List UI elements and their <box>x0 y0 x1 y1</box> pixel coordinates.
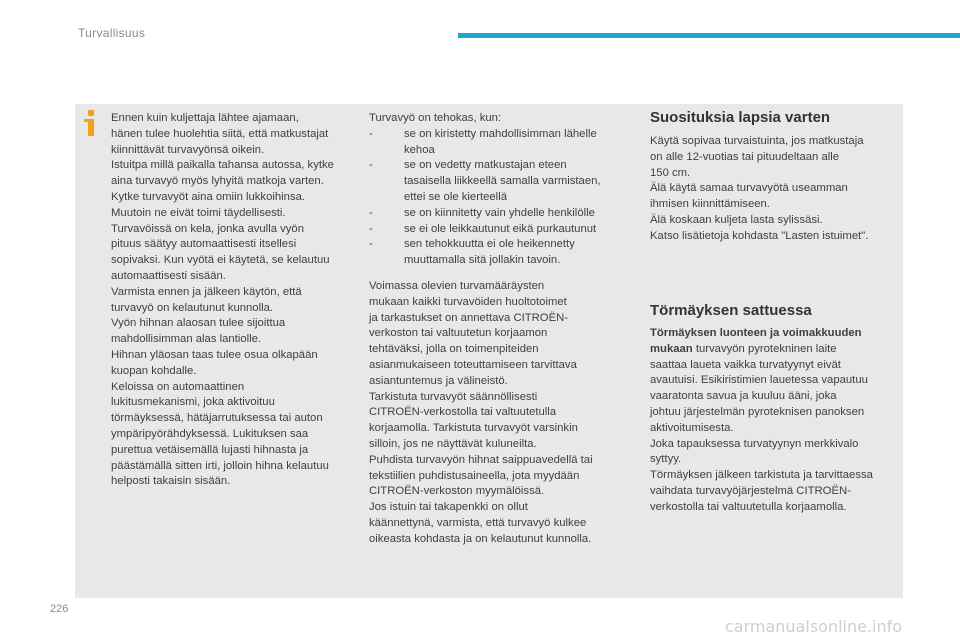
collision-heading: Törmäyksen sattuessa <box>650 302 812 319</box>
text-line: asiantuntemus ja välineistö. <box>369 374 508 387</box>
children-recommendations-text <box>650 134 902 245</box>
text-line: ympäripyörähdyksessä. Lukituksen saa <box>111 427 309 440</box>
list-item-line: - se on kiristetty mahdollisimman lähelle <box>404 127 597 140</box>
text-line: aina turvavyö myös lyhyitä matkoja varten. <box>111 175 324 188</box>
text-line: tekstiilien puhdistusaineella, jota myydään <box>369 469 580 482</box>
text-line: johtuu järjestelmän pyroteknisen panoksen <box>650 405 865 418</box>
text-line: on alle 12-vuotias tai pituudeltaan alle <box>650 150 840 163</box>
text-line: Kytke turvavyöt aina omiin lukkoihinsa. <box>111 190 306 203</box>
text-line: oikeasta kohdasta ja on kelautunut kunnolla. <box>369 532 592 545</box>
text-line: Tarkistuta turvavyöt säännöllisesti <box>369 390 538 403</box>
list-intro: Turvavyö on tehokas, kun: <box>369 112 502 124</box>
text-line: Katso lisätietoja kohdasta "Lasten istuimet". <box>650 229 869 242</box>
text-line: CITROËN-verkoston myymälöissä. <box>369 485 545 498</box>
text-line: pituus säätyy automaattisesti itsellesi <box>111 238 297 251</box>
text-line: kuopan kohdalle. <box>111 364 197 377</box>
list-item-line: tasaisella liikkeellä samalla varmistaen, <box>404 175 601 188</box>
text-line: sopivaksi. Kun vyötä ei käytetä, se kelautuu <box>111 254 330 267</box>
text-line: avautuisi. Esikiristimien lauetessa vapautuu <box>650 374 868 387</box>
text-line <box>650 342 902 358</box>
text-line: vaaratonta savua ja kuuluu ääni, joka <box>650 390 837 403</box>
text-line: kiinnittävät turvavyönsä oikein. <box>111 143 265 156</box>
info-icon-dot <box>88 110 94 116</box>
list-item-line: kehoa <box>404 143 435 156</box>
text-line: verkostolla tai valtuutetulla korjaamolla. <box>650 500 847 513</box>
list-item-line: muuttamalla sitä jollakin tavoin. <box>404 254 561 267</box>
text-line: korjaamolla. Tarkistuta turvavyöt varsinkin <box>369 422 578 435</box>
text-line: ja tarkastukset on annettava CITROËN- <box>369 311 569 324</box>
list-item <box>369 127 631 159</box>
list-item-line: - se on vedetty matkustajan eteen <box>404 159 567 172</box>
info-icon <box>84 110 98 136</box>
text-line: lukitusmekanismi, joka aktivoituu <box>111 396 275 409</box>
text-line: Törmäyksen jälkeen tarkistuta ja tarvittaessa <box>650 469 873 482</box>
text-line: Vyön hihnan alaosan tulee sijoittua <box>111 317 286 330</box>
text-line: syttyy. <box>650 453 682 466</box>
text-line: asianmukaiseen toteuttamiseen tarvittava <box>369 358 577 371</box>
list-item-line: - se ei ole leikkautunut eikä purkautunut <box>404 222 597 235</box>
list-item-line: - sen tehokkuutta ei ole heikennetty <box>404 238 575 251</box>
text-line: Turvavöissä on kela, jonka avulla vyön <box>111 222 304 235</box>
list-item-line: ettei se ole kierteellä <box>404 190 507 203</box>
text-line: Jos istuin tai takapenkki on ollut <box>369 501 528 514</box>
text-line: Istuitpa millä paikalla tahansa autossa, kytke <box>111 159 334 172</box>
text-line: Muutoin ne eivät toimi täydellisesti. <box>111 206 286 219</box>
text-line: käännettynä, varmista, että turvavyö kulkee <box>369 516 587 529</box>
text-line: mahdollisimman alas lantiolle. <box>111 333 262 346</box>
text-line: Älä koskaan kuljeta lasta sylissäsi. <box>650 213 823 226</box>
text-line: Voimassa olevien turvamääräysten <box>369 279 545 292</box>
text-line: päästämällä sitten irti, jolloin hihna kelautuu <box>111 459 329 472</box>
text-line: Keloissa on automaattinen <box>111 380 245 393</box>
list-item <box>369 206 631 222</box>
text-line: Joka tapauksessa turvatyynyn merkkivalo <box>650 437 859 450</box>
text-line: helposti takaisin sisään. <box>111 475 231 488</box>
text-line: Ennen kuin kuljettaja lähtee ajamaan, <box>111 112 299 124</box>
text-line: turvavyö on kelautunut kunnolla. <box>111 301 274 314</box>
text-line: tehtäväksi, jolla on toimenpiteiden <box>369 343 539 356</box>
text-line: Käytä sopivaa turvaistuinta, jos matkustaja <box>650 135 864 147</box>
list-item <box>369 158 631 205</box>
text-line: ihmisen kiinnittämiseen. <box>650 198 770 211</box>
list-item <box>369 222 631 238</box>
watermark: carmanualsonline.info <box>725 617 903 636</box>
text-line: saattaa laueta vaikka turvatyynyt eivät <box>650 358 841 371</box>
seatbelt-effectiveness-column <box>369 111 631 548</box>
list-item-line: - se on kiinnitetty vain yhdelle henkilölle <box>404 206 595 219</box>
children-recommendations-heading: Suosituksia lapsia varten <box>650 109 831 126</box>
text-line: Hihnan yläosan taas tulee osua olkapään <box>111 348 318 361</box>
bold-word: mukaan <box>650 342 693 355</box>
text-line: purettua vetäisemällä lujasti hihnasta ja <box>111 443 309 456</box>
text-line: Älä käytä samaa turvavyötä useamman <box>650 182 848 195</box>
text-line: Puhdista turvavyön hihnat saippuavedellä tai <box>369 453 593 466</box>
text-line: Varmista ennen ja jälkeen käytön, että <box>111 285 302 298</box>
section-title: Turvallisuus <box>78 26 146 40</box>
text-line: vaihdata turvavyöjärjestelmä CITROËN- <box>650 484 851 497</box>
text-line: aktivoitumisesta. <box>650 421 734 434</box>
text-line: törmäyksessä, hätäjarrutuksessa tai auton <box>111 412 323 425</box>
text-line: hänen tulee huolehtia siitä, että matkustajat <box>111 127 329 140</box>
header-accent-rule <box>458 33 960 38</box>
text-line: silloin, jos ne näyttävät kuluneilta. <box>369 437 537 450</box>
line-rest: turvavyön pyrotekninen laite <box>692 342 837 355</box>
info-icon-stem <box>88 119 94 136</box>
text-line: automaattisesti sisään. <box>111 269 226 282</box>
text-line: verkoston tai valtuutetun korjaamon <box>369 327 548 340</box>
info-note-column <box>111 111 365 490</box>
page-number: 226 <box>50 603 69 615</box>
bold-line: Törmäyksen luonteen ja voimakkuuden <box>650 327 862 339</box>
text-line: mukaan kaikki turvavöiden huoltotoimet <box>369 295 567 308</box>
list-item <box>369 237 631 269</box>
collision-text <box>650 326 902 516</box>
text-line: CITROËN-verkostolla tai valtuutetulla <box>369 406 557 419</box>
bullet-list <box>369 127 631 269</box>
text-line: 150 cm. <box>650 166 691 179</box>
